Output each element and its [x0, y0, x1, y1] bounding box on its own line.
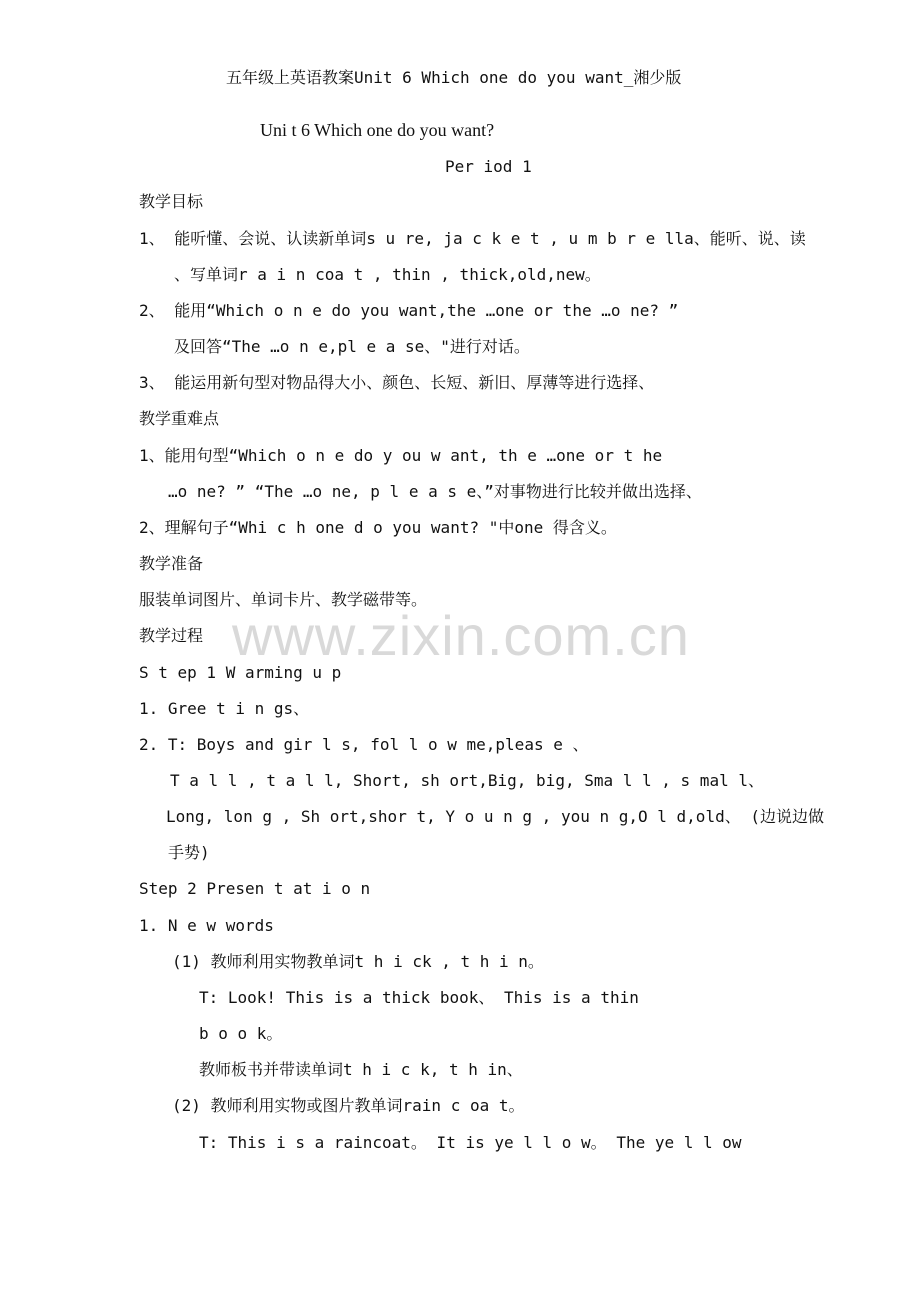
- step-1-item-2: 2. T: Boys and gir l s, fol l o w me,pleas e 、: [139, 735, 589, 754]
- objective-2: 2、 能用“Which o n e do you want,the …one or the …o ne? ”: [139, 301, 679, 320]
- new-words-sub-1-note: 教师板书并带读单词t h i c k, t h in、: [199, 1060, 523, 1079]
- key-point-2: 2、理解句子“Whi c h one d o you want? "中one 得含义。: [139, 518, 617, 537]
- section-heading-procedure: 教学过程: [139, 626, 204, 645]
- objective-1: 1、 能听懂、会说、认读新单词s u re, ja c k e t , u m b r e lla、能听、说、读: [139, 229, 806, 248]
- unit-title: Uni t 6 Which one do you want?: [260, 120, 495, 140]
- section-heading-key-points: 教学重难点: [139, 409, 220, 428]
- new-words-sub-1-dialogue-cont: b o o k。: [199, 1024, 283, 1043]
- new-words-sub-2: (2) 教师利用实物或图片教单词rain c oa t。: [172, 1096, 525, 1115]
- step-2-item-1: 1. N e w words: [139, 916, 274, 935]
- objective-1-cont: 、写单词r a i n coa t , thin , thick,old,new。: [174, 265, 601, 284]
- step-1-item-2-words-cont: Long, lon g , Sh ort,shor t, Y o u n g , you n g,O l d,old、 (边说边做: [166, 807, 824, 826]
- period-heading: Per iod 1: [445, 157, 532, 176]
- key-point-1: 1、能用句型“Which o n e do y ou w ant, th e …one or t he: [139, 446, 663, 465]
- section-heading-preparation: 教学准备: [139, 554, 204, 573]
- objective-3: 3、 能运用新句型对物品得大小、颜色、长短、新旧、厚薄等进行选择、: [139, 373, 655, 392]
- step-1-item-1: 1. Gree t i n gs、: [139, 699, 310, 718]
- new-words-sub-1: (1) 教师利用实物教单词t h i ck , t h i n。: [172, 952, 544, 971]
- key-point-1-cont: …o ne? ” “The …o ne, p l e a s e、”对事物进行比较并做出选择、: [168, 482, 702, 501]
- objective-2-cont: 及回答“The …o n e,pl e a se、"进行对话。: [174, 337, 530, 356]
- preparation-text: 服装单词图片、单词卡片、教学磁带等。: [139, 590, 428, 609]
- document-title: 五年级上英语教案Unit 6 Which one do you want_湘少版: [226, 68, 682, 87]
- watermark: www.zixin.com.cn: [232, 604, 690, 667]
- step-1-item-2-words: T a l l , t a l l, Short, sh ort,Big, big, Sma l l , s mal l、: [170, 771, 764, 790]
- step-1-heading: S t ep 1 W arming u p: [139, 663, 342, 682]
- new-words-sub-1-dialogue: T: Look! This is a thick book、 This is a thin: [199, 988, 639, 1007]
- section-heading-objectives: 教学目标: [139, 192, 204, 211]
- step-2-heading: Step 2 Presen t at i o n: [139, 879, 371, 898]
- new-words-sub-2-dialogue: T: This i s a raincoat。 It is ye l l o w。 The ye l l ow: [199, 1133, 742, 1152]
- step-1-item-2-gesture: 手势): [168, 843, 210, 862]
